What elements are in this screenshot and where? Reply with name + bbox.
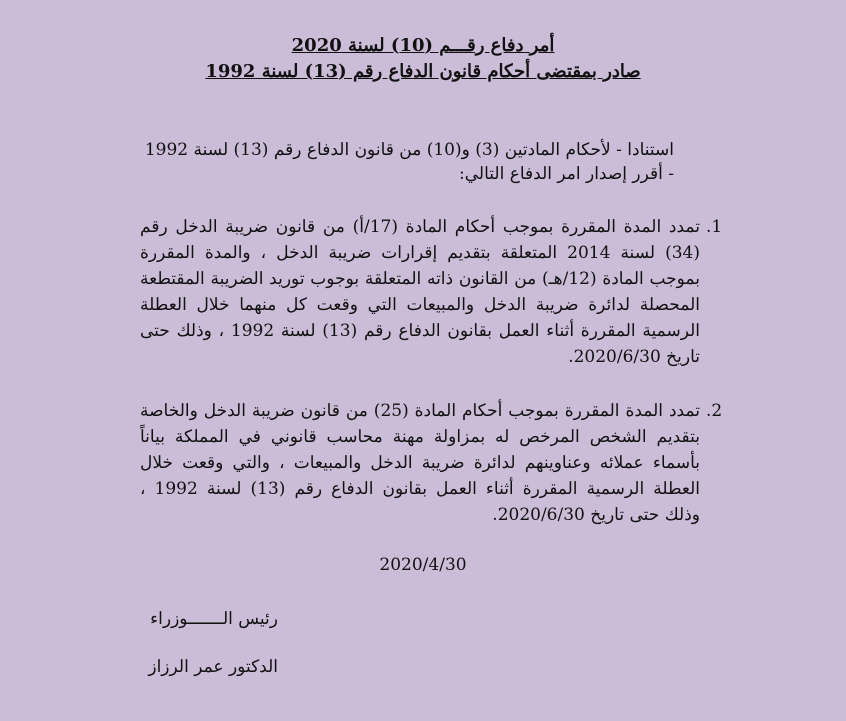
title-line-2: صادر بمقتضى أحكام قانون الدفاع رقم (13) لسنة 1992 [205,61,641,82]
signer-role: رئيس الـــــــوزراء [150,609,278,629]
intro-line-2: - أقرر إصدار امر الدفاع التالي: [459,164,674,184]
title-line-1: أمر دفاع رقـــم (10) لسنة 2020 [291,35,555,56]
clause-1-number: 1. [706,217,723,237]
clause-2-text: تمدد المدة المقررة بموجب أحكام المادة (25) من قانون ضريبة الدخل والخاصة بتقديم الشخص المرخص له بمزاولة مهنة محاسب قانوني في المملكة بياناً بأسماء عملائه وعناوينهم لدائرة ضريبة الدخل والمبيعات ، والتي وقعت خلال العطلة الرسمية المقررة أثناء العمل بقانون الدفاع رقم (13) لسنة 1992 ، وذلك حتى تاريخ 2020/6/30. [140,401,701,525]
clause-2-number: 2. [706,401,723,421]
intro-paragraph [114,138,674,186]
clause-1-text: تمدد المدة المقررة بموجب أحكام المادة (17/أ) من قانون ضريبة الدخل رقم (34) لسنة 2014 المتعلقة بتقديم إقرارات ضريبة الدخل ، والمدة المقررة بموجب المادة (12/هـ) من القانون ذاته المتعلقة بوجوب توريد الضريبة المقتطعة المحصلة لدائرة ضريبة الدخل والمبيعات التي وقعت كل منهما خلال العطلة الرسمية المقررة أثناء العمل بقانون الدفاع رقم (13) لسنة 1992 ، وذلك حتى تاريخ 2020/6/30. [140,217,700,367]
signer-name: الدكتور عمر الرزاز [148,657,278,677]
document-date: 2020/4/30 [379,555,467,575]
document-title [0,33,846,85]
clause-2 [140,398,723,528]
intro-line-1: استنادا - لأحكام المادتين (3) و(10) من قانون الدفاع رقم (13) لسنة 1992 [144,140,674,160]
clause-1 [140,214,723,370]
